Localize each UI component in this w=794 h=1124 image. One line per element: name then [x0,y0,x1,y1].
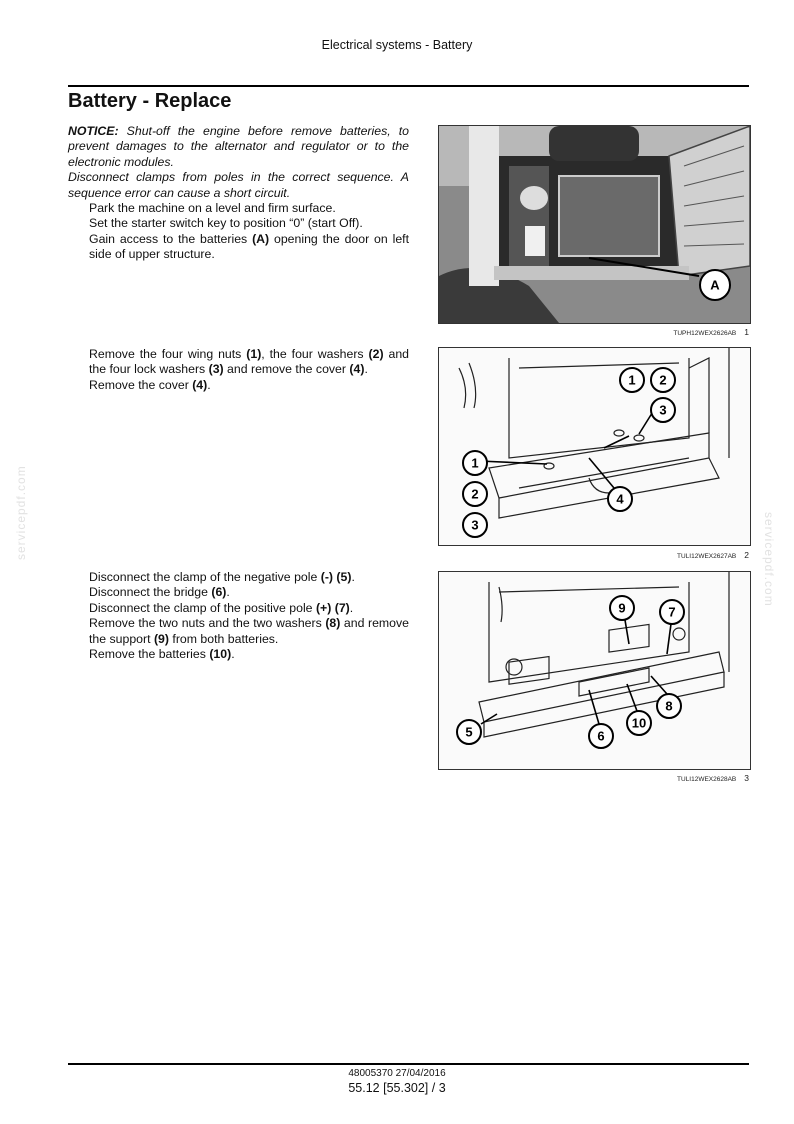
figure-cover-removal-drawing [438,347,751,546]
callout-9 [610,596,634,620]
cover-removal-block [68,347,409,393]
step-access [68,232,409,263]
ref-7: (+) (7) [315,600,350,615]
text-run: , the four washers [261,347,369,361]
callout-5-label: 5 [465,724,473,740]
callout-8-label: 8 [665,698,673,714]
callout-10-label: 10 [631,715,647,731]
ref-4: (4) [192,377,208,392]
callout-2-top [651,368,675,392]
step-park: Park the machine on a level and firm surface. [89,201,336,216]
text-run: and remove the cover [223,362,350,377]
callout-8 [657,694,681,718]
footer-rule [68,1063,749,1065]
notice-sequence: Disconnect clamps from poles in the correct sequence. A sequence error can cause a short circuit. [68,170,409,200]
callout-1-top [620,368,644,392]
text-run: Remove the cover [89,377,193,392]
text-run: . [349,600,354,615]
step-support [68,616,409,647]
battery-removal-illustration [439,572,750,769]
figure-battery-removal-drawing [438,571,751,770]
ref-1: (1) [246,347,262,361]
callout-2-left [463,482,487,506]
figure-3-caption [438,773,749,783]
running-header: Electrical systems - Battery [321,38,473,52]
text-run: and the four lock washers [89,347,409,377]
text-run: . [364,362,368,377]
ref-4: (4) [349,362,365,377]
callout-a-label: A [710,277,720,293]
figure-number: 3 [744,773,749,783]
step-access-text: Gain access to the batteries [89,231,253,246]
callout-6-label: 6 [597,728,605,744]
callout-6 [589,724,613,748]
ref-6: (6) [211,585,227,600]
ref-9: (9) [153,631,169,646]
callout-4 [608,487,632,511]
ref-a: (A) [252,231,270,246]
battery-removal-block [68,570,409,662]
callout-4-label: 4 [616,491,624,507]
ref-3: (3) [208,362,224,377]
figure-2-caption [438,550,749,560]
header-rule [68,85,749,87]
notice-label: NOTICE: [68,124,119,138]
callout-7-label: 7 [668,604,676,620]
callout-3-label: 3 [471,517,479,533]
callout-1-left [463,451,487,475]
step-positive [68,601,409,616]
text-run: . [226,585,230,600]
text-run: Disconnect the bridge [89,585,212,600]
callout-1-label: 1 [471,455,479,471]
text-run: Disconnect the clamp of the positive pole [89,600,316,615]
figure-code: TULI12WEX2628AB [677,776,737,783]
text-run: and remove the support [89,616,409,646]
callout-2-label: 2 [471,486,479,502]
figure-battery-access-photo [438,125,751,324]
callout-3-label: 3 [659,402,667,418]
callout-1-label: 1 [628,372,636,388]
callout-a [700,270,730,300]
text-run: Remove the two nuts and the two washers [89,616,326,631]
step-access-text-end: opening the door on left side of upper structure. [89,231,409,262]
notice-text: Shut-off the engine before remove batteries, to prevent damages to the alternator and regulator or to the electronic modules. [68,124,409,169]
step-key: Set the starter switch key to position “0” (start Off). [89,216,363,231]
callout-3-left [463,513,487,537]
step-bridge [68,585,409,600]
watermark-right: servicepdf.com [762,512,776,607]
text-run: . [231,647,235,662]
callout-5 [457,720,481,744]
footer-document-id: 48005370 27/04/2016 [348,1068,446,1079]
figure-number: 1 [744,327,749,337]
figure-code: TULI12WEX2627AB [677,553,737,560]
text-run: Remove the four wing nuts [89,347,247,361]
ref-10: (10) [209,647,232,662]
notice-paragraph [68,124,409,170]
step-remove-nuts [68,347,409,378]
callout-2-label: 2 [659,372,667,388]
figure-number: 2 [744,550,749,560]
ref-5: (-) (5) [320,570,352,584]
battery-access-illustration [439,126,750,323]
ref-2: (2) [368,347,384,361]
figure-1-caption [438,327,749,337]
text-run: . [207,377,211,392]
watermark-left: servicepdf.com [14,465,28,560]
callout-3-top [651,398,675,422]
text-run: Remove the batteries [89,647,210,662]
ref-8: (8) [325,616,341,631]
callout-10 [627,711,651,735]
step-remove-cover [68,378,409,393]
section-title: Battery - Replace [68,90,232,112]
intro-block [68,124,409,263]
callout-9-label: 9 [618,600,626,616]
cover-removal-illustration [439,348,750,545]
text-run: . [351,570,355,584]
text-run: from both batteries. [168,631,279,646]
footer-page-number: 55.12 [55.302] / 3 [348,1081,446,1095]
step-negative [68,570,409,585]
callout-7 [660,600,684,624]
text-run: Disconnect the clamp of the negative pole [89,570,321,584]
step-batteries [68,647,409,662]
figure-code: TUPH12WEX2626AB [673,330,737,337]
